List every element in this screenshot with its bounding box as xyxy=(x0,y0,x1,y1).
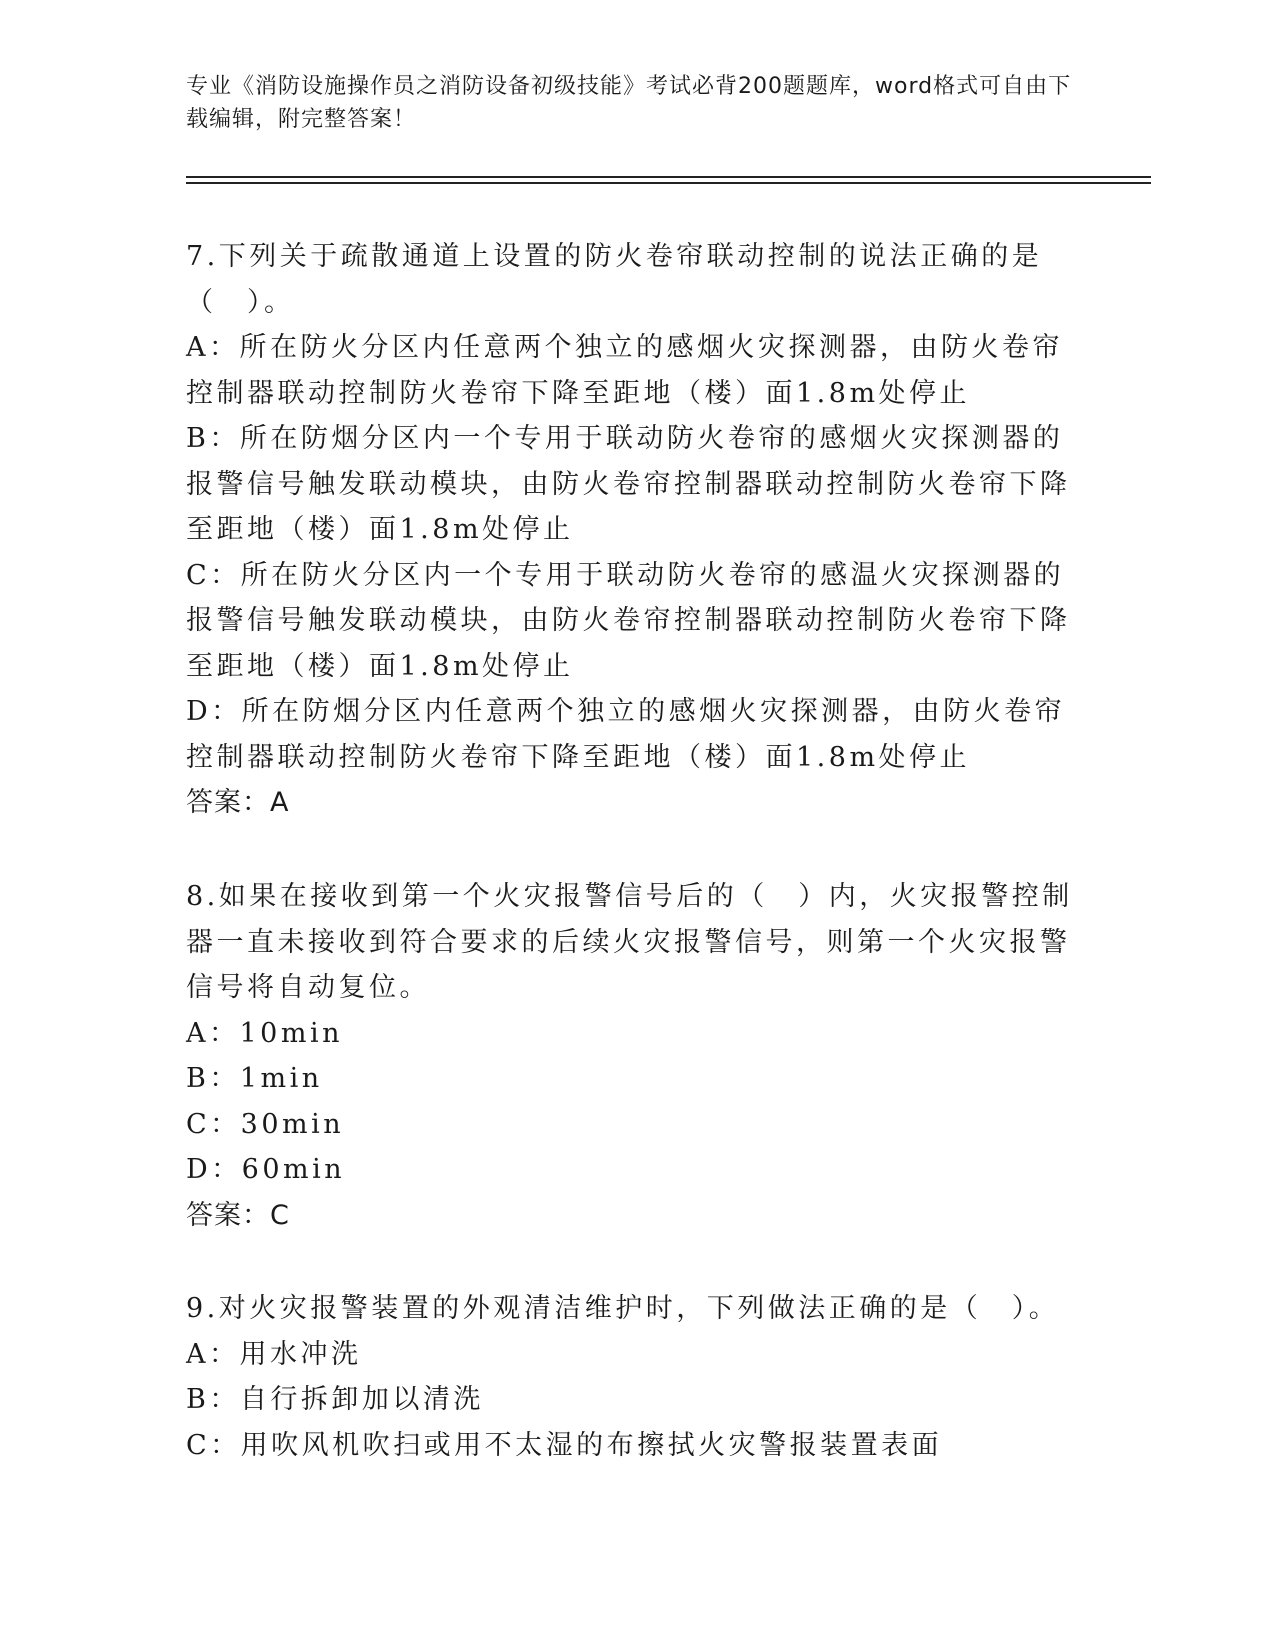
option-b: B：1min xyxy=(186,1063,323,1094)
question-stem: 7.下列关于疏散通道上设置的防火卷帘联动控制的说法正确的是（ ）。 xyxy=(186,241,1043,318)
option-a: A：所在防火分区内任意两个独立的感烟火灾探测器，由防火卷帘控制器联动控制防火卷帘下降至距地（楼）面1.8m处停止 xyxy=(186,332,1063,409)
option-b: B：所在防烟分区内一个专用于联动防火卷帘的感烟火灾探测器的报警信号触发联动模块，由防火卷帘控制器联动控制防火卷帘下降至距地（楼）面1.8m处停止 xyxy=(186,423,1071,545)
document-title: 专业《消防设施操作员之消防设备初级技能》考试必背200题题库，word格式可自由下载编辑，附完整答案！ xyxy=(186,74,1072,132)
answer: 答案：A xyxy=(186,787,290,818)
option-a: A：用水冲洗 xyxy=(186,1338,362,1370)
option-b: B：自行拆卸加以清洗 xyxy=(186,1384,484,1415)
header-rule-bottom xyxy=(186,182,1151,184)
option-d: D：所在防烟分区内任意两个独立的感烟火灾探测器，由防火卷帘控制器联动控制防火卷帘下降至距地（楼）面1.8m处停止 xyxy=(186,696,1066,773)
question-stem: 8.如果在接收到第一个火灾报警信号后的（ ）内，火灾报警控制器一直未接收到符合要求的后续火灾报警信号，则第一个火灾报警信号将自动复位。 xyxy=(186,881,1073,1003)
question-7 xyxy=(186,234,1076,826)
option-c: C：用吹风机吹扫或用不太湿的布擦拭火灾警报装置表面 xyxy=(186,1429,943,1461)
question-9 xyxy=(186,1286,1076,1468)
option-c: C：所在防火分区内一个专用于联动防火卷帘的感温火灾探测器的报警信号触发联动模块，由防火卷帘控制器联动控制防火卷帘下降至距地（楼）面1.8m处停止 xyxy=(186,559,1071,682)
option-c: C：30min xyxy=(186,1108,345,1140)
header-rule-top xyxy=(186,176,1151,178)
question-8 xyxy=(186,874,1076,1238)
option-d: D：60min xyxy=(186,1154,346,1185)
question-stem: 9.对火灾报警装置的外观清洁维护时，下列做法正确的是（ ）。 xyxy=(186,1293,1060,1324)
option-a: A：10min xyxy=(186,1017,343,1049)
answer: 答案：C xyxy=(186,1199,290,1231)
